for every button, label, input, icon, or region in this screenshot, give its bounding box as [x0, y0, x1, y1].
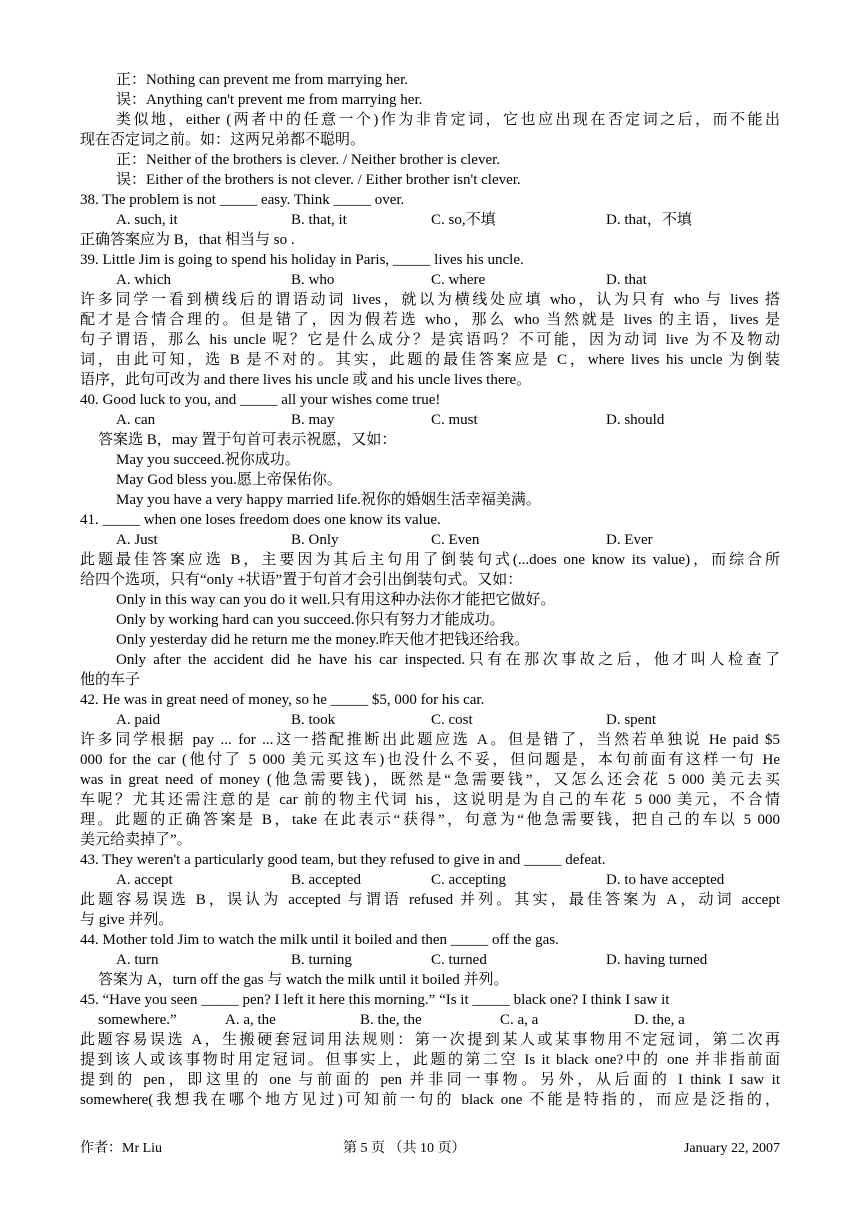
answer-option: B. Only — [291, 532, 339, 548]
answer-options — [80, 710, 780, 730]
explanation-line: was in great need of money (他急需要钱)，既然是“急需要钱”，又怎么还会花 5 000 美元去买 — [80, 772, 780, 788]
footer-date: January 22, 2007 — [683, 1141, 780, 1156]
explanation-line: 许多同学一看到横线后的谓语动词 lives，就以为横线处应填 who，认为只有 who 与 lives 搭 — [80, 292, 780, 308]
answer-options — [80, 270, 780, 290]
answer-options — [80, 870, 780, 890]
question-stem: 42. He was in great need of money, so he _____ $5, 000 for his car. — [80, 692, 485, 708]
body-text-line: 现在否定词之前。如：这两兄弟都不聪明。 — [80, 132, 366, 148]
answer-option: D. having turned — [606, 952, 708, 968]
explanation-line: 词，由此可知，选 B 是不对的。其实，此题的最佳答案应是 C，where lives his uncle 为倒装 — [80, 352, 780, 368]
answer-option: D. to have accepted — [606, 872, 725, 888]
body-text-line: 正：Neither of the brothers is clever. / Neither brother is clever. — [116, 152, 501, 168]
answer-option: A. a, the — [225, 1012, 276, 1028]
question-stem: 41. _____ when one loses freedom does one know its value. — [80, 512, 441, 528]
explanation-line: Only in this way can you do it well.只有用这种办法你才能把它做好。 — [116, 592, 556, 608]
explanation-line: Only after the accident did he have his car inspected.只有在那次事故之后，他才叫人检查了 — [116, 652, 780, 668]
explanation-line: May God bless you.愿上帝保佑你。 — [116, 472, 342, 488]
answer-option: C. must — [431, 412, 478, 428]
answer-option: C. a, a — [500, 1012, 539, 1028]
answer-option: B. who — [291, 272, 335, 288]
answer-option: C. accepting — [431, 872, 506, 888]
footer-page-number: 第 5 页 （共 10 页） — [343, 1141, 466, 1156]
answer-option: B. turning — [291, 952, 352, 968]
answer-option: B. accepted — [291, 872, 361, 888]
answer-options — [80, 950, 780, 970]
explanation-line: 此题最佳答案应选 B，主要因为其后主句用了倒装句式(...does one know its value)，而综合所 — [80, 552, 780, 568]
explanation-line: 语序，此句可改为 and there lives his uncle 或 and his uncle lives there。 — [80, 372, 532, 388]
answer-option: A. accept — [116, 872, 173, 888]
explanation-line: 000 for the car (他付了 5 000 美元买这车)也没什么不妥，但问题是，本句前面有这样一句 He — [80, 752, 780, 768]
answer-option: A. turn — [116, 952, 159, 968]
answer-options — [80, 410, 780, 430]
explanation-line: 车呢？尤其还需注意的是 car 前的物主代词 his，这说明是为自己的车花 5 000 美元，不合情 — [80, 792, 780, 808]
body-text-line: 误：Either of the brothers is not clever. / Either brother isn't clever. — [116, 172, 521, 188]
answer-option: C. Even — [431, 532, 480, 548]
answer-option: A. can — [116, 412, 156, 428]
explanation-line: 给四个选项，只有“only +状语”置于句首才会引出倒装句式。又如： — [80, 572, 523, 588]
answer-option: C. where — [431, 272, 486, 288]
question-stem: 44. Mother told Jim to watch the milk until it boiled and then _____ off the gas. — [80, 932, 559, 948]
explanation-line: 答案为 A，turn off the gas 与 watch the milk until it boiled 并列。 — [98, 972, 509, 988]
explanation-line: 答案选 B，may 置于句首可表示祝愿，又如： — [98, 432, 397, 448]
body-text-line: 类似地，either (两者中的任意一个)作为非肯定词，它也应出现在否定词之后，而不能出 — [116, 112, 780, 128]
explanation-line: 理。此题的正确答案是 B，take 在此表示“获得”，句意为“他急需要钱，把自己的车以 5 000 — [80, 812, 780, 828]
answer-option: D. that — [606, 272, 647, 288]
question-stem: 43. They weren't a particularly good team, but they refused to give in and _____ defeat. — [80, 852, 606, 868]
answer-option: A. which — [116, 272, 171, 288]
question-stem: 45. “Have you seen _____ pen? I left it here this morning.” “Is it _____ black one? I think I saw it — [80, 992, 670, 1008]
explanation-line: somewhere(我想我在哪个地方见过)可知前一句的 black one 不能是特指的，而应是泛指的， — [80, 1092, 780, 1108]
answer-option: A. such, it — [116, 212, 178, 228]
explanation-line: 美元给卖掉了”。 — [80, 832, 192, 848]
answer-options — [80, 1010, 780, 1030]
explanation-line: 提到该人或该事物时用定冠词。但事实上，此题的第二空 Is it black one?中的 one 并非指前面 — [80, 1052, 780, 1068]
explanation-line: Only yesterday did he return me the money.昨天他才把钱还给我。 — [116, 632, 530, 648]
body-text-line: 正：Nothing can prevent me from marrying her. — [116, 72, 409, 88]
answer-option: C. turned — [431, 952, 487, 968]
body-text-line: 误：Anything can't prevent me from marrying her. — [116, 92, 423, 108]
question-stem: 39. Little Jim is going to spend his holiday in Paris, _____ lives his uncle. — [80, 252, 524, 268]
answer-option: B. may — [291, 412, 335, 428]
question-stem-continuation: somewhere.” — [98, 1012, 177, 1028]
explanation-line: 许多同学根据 pay ... for ...这一搭配推断出此题应选 A。但是错了，当然若单独说 He paid $5 — [80, 732, 780, 748]
explanation-line: 此题容易误选 A，生搬硬套冠词用法规则：第一次提到某人或某事物用不定冠词，第二次再 — [80, 1032, 780, 1048]
explanation-line: 提到的 pen，即这里的 one 与前面的 pen 并非同一事物。另外，从后面的 I think I saw it — [80, 1072, 780, 1088]
explanation-line: 此题容易误选 B，误认为 accepted 与谓语 refused 并列。其实，最佳答案为 A，动词 accept — [80, 892, 780, 908]
answer-option: A. paid — [116, 712, 161, 728]
answer-option: D. spent — [606, 712, 656, 728]
explanation-line: 正确答案应为 B，that 相当与 so . — [80, 232, 295, 248]
answer-option: D. that，不填 — [606, 212, 692, 228]
answer-option: B. that, it — [291, 212, 347, 228]
explanation-line: 与 give 并列。 — [80, 912, 174, 928]
explanation-line: May you have a very happy married life.祝你的婚姻生活幸福美满。 — [116, 492, 541, 508]
answer-option: D. should — [606, 412, 665, 428]
footer-author: 作者：Mr Liu — [80, 1141, 163, 1156]
answer-option: A. Just — [116, 532, 158, 548]
answer-options — [80, 210, 780, 230]
answer-option: C. so,不填 — [431, 212, 496, 228]
explanation-line: May you succeed.祝你成功。 — [116, 452, 300, 468]
document-page — [80, 70, 780, 1110]
answer-option: D. Ever — [606, 532, 653, 548]
explanation-line: 配才是合情合理的。但是错了，因为假若选 who，那么 who 当然就是 lives 的主语，lives 是 — [80, 312, 780, 328]
answer-option: C. cost — [431, 712, 473, 728]
page-footer — [80, 1139, 780, 1159]
answer-option: D. the, a — [634, 1012, 685, 1028]
question-stem: 38. The problem is not _____ easy. Think _____ over. — [80, 192, 405, 208]
answer-option: B. took — [291, 712, 336, 728]
answer-options — [80, 530, 780, 550]
explanation-line: 他的车子 — [80, 672, 141, 688]
question-stem: 40. Good luck to you, and _____ all your wishes come true! — [80, 392, 441, 408]
explanation-line: Only by working hard can you succeed.你只有努力才能成功。 — [116, 612, 505, 628]
explanation-line: 句子谓语，那么 his uncle 呢？它是什么成分？是宾语吗？不可能，因为动词 live 为不及物动 — [80, 332, 780, 348]
answer-option: B. the, the — [360, 1012, 422, 1028]
